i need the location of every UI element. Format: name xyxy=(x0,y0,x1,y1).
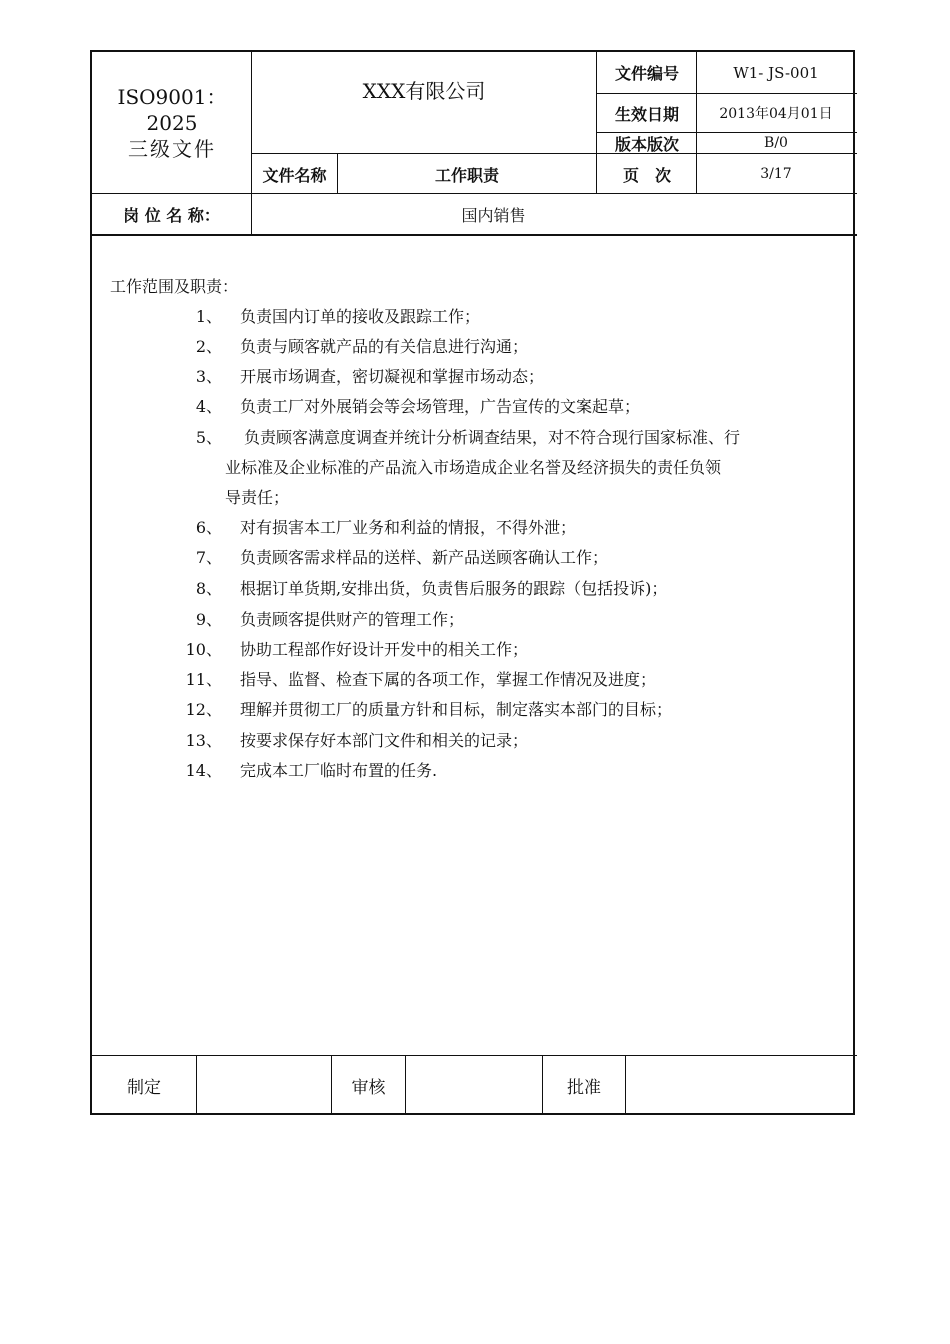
item-text: 负责顾客满意度调查并统计分析调查结果，对不符合现行国家标准、行 xyxy=(244,428,741,447)
item-text: 导责任； xyxy=(225,488,290,507)
item-text: 业标准及企业标准的产品流入市场造成企业名誉及经济损失的责任负领 xyxy=(225,458,722,477)
item-text: 负责顾客需求样品的送样、新产品送顾客确认工作； xyxy=(240,548,609,567)
item-number: 10、 xyxy=(185,640,222,659)
item-number: 8、 xyxy=(195,579,222,598)
approved-by-label: 批准 xyxy=(567,1077,601,1098)
item-number: 1、 xyxy=(195,307,222,326)
reviewed-by-field[interactable] xyxy=(406,1056,542,1114)
item-text: 协助工程部作好设计开发中的相关工作； xyxy=(240,640,529,659)
page-label: 页 次 xyxy=(622,165,671,185)
approved-by-field[interactable] xyxy=(626,1056,855,1114)
item-number: 4、 xyxy=(195,397,222,416)
item-text: 负责工厂对外展销会等会场管理，广告宣传的文案起草； xyxy=(240,397,641,416)
doc-no-label: 文件编号 xyxy=(614,64,679,83)
item-number: 5、 xyxy=(195,428,222,447)
header-divider xyxy=(92,234,857,236)
version-value: B/0 xyxy=(764,135,788,151)
item-text: 理解并贯彻工厂的质量方针和目标，制定落实本部门的目标； xyxy=(240,700,673,719)
company-name: XXX有限公司 xyxy=(362,78,486,103)
standard-line: 2025 xyxy=(146,111,198,135)
item-number: 7、 xyxy=(195,548,222,567)
item-text: 对有损害本工厂业务和利益的情报，不得外泄； xyxy=(240,518,577,537)
item-number: 14、 xyxy=(185,761,222,780)
item-text: 负责国内订单的接收及跟踪工作； xyxy=(240,307,481,326)
item-text: 完成本工厂临时布置的任务. xyxy=(240,761,438,780)
item-number: 13、 xyxy=(185,731,222,750)
prepared-by-field[interactable] xyxy=(197,1056,331,1114)
page-value: 3/17 xyxy=(760,166,792,182)
standard-line: 三级文件 xyxy=(128,137,216,161)
doc-name-label: 文件名称 xyxy=(262,165,327,185)
item-number: 2、 xyxy=(195,337,222,356)
item-number: 11、 xyxy=(185,670,222,689)
position-label: 岗 位 名 称： xyxy=(123,205,220,225)
item-number: 6、 xyxy=(195,518,222,537)
item-text: 根据订单货期,安排出货，负责售后服务的跟踪（包括投诉)； xyxy=(240,579,668,598)
doc-name-value: 工作职责 xyxy=(434,165,499,185)
item-number: 12、 xyxy=(185,700,222,719)
standard-line: ISO9001： xyxy=(117,85,227,109)
item-text: 开展市场调查，密切凝视和掌握市场动态； xyxy=(240,367,545,386)
version-label: 版本版次 xyxy=(614,134,679,154)
effective-date-label: 生效日期 xyxy=(614,104,679,124)
prepared-by-label: 制定 xyxy=(127,1077,161,1098)
scope-heading: 工作范围及职责： xyxy=(110,277,239,296)
item-text: 负责与顾客就产品的有关信息进行沟通； xyxy=(240,337,529,356)
document-frame xyxy=(90,50,855,1115)
item-number: 9、 xyxy=(195,610,222,629)
reviewed-by-label: 审核 xyxy=(351,1077,386,1098)
item-text: 按要求保存好本部门文件和相关的记录； xyxy=(240,731,529,750)
effective-date-value: 2013年04月01日 xyxy=(719,106,833,122)
item-text: 指导、监督、检查下属的各项工作，掌握工作情况及进度； xyxy=(240,670,657,689)
doc-no-value: W1- JS-001 xyxy=(733,63,819,82)
position-value: 国内销售 xyxy=(461,205,526,225)
standard-block xyxy=(92,52,252,194)
item-text: 负责顾客提供财产的管理工作； xyxy=(240,610,465,629)
item-number: 3、 xyxy=(195,367,222,386)
